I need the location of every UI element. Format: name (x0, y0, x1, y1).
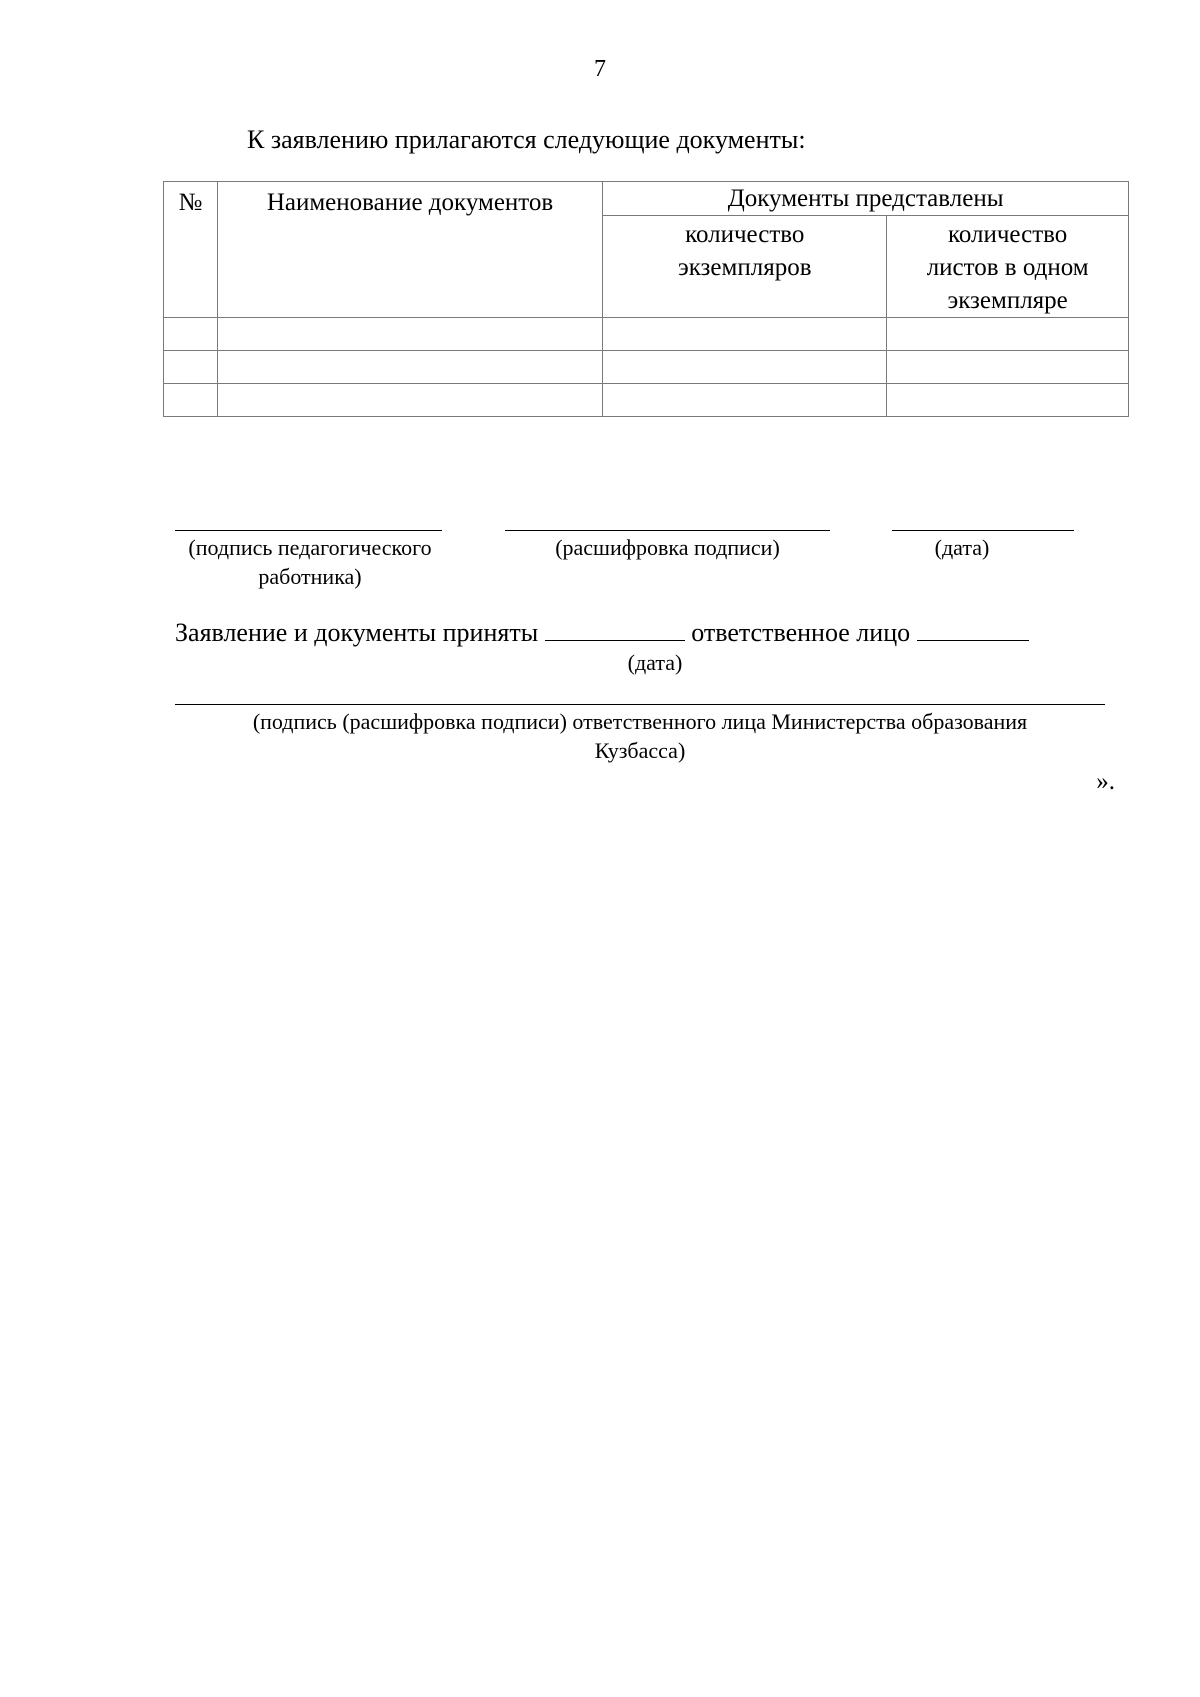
acceptance-text-start: Заявление и документы приняты (175, 618, 539, 647)
responsible-person-blank[interactable] (917, 618, 1029, 641)
cell-name[interactable] (217, 384, 602, 417)
cell-sheets[interactable] (887, 384, 1129, 417)
table-header-row (164, 182, 1129, 216)
cell-name[interactable] (217, 318, 602, 351)
cell-name[interactable] (217, 351, 602, 384)
header-sheets-count (887, 216, 1129, 318)
header-copies-count (603, 216, 887, 318)
header-copies-label: количество экземпляров (678, 221, 812, 281)
official-signature-line[interactable] (175, 704, 1105, 705)
signature-decoding-caption: (расшифровка подписи) (555, 535, 780, 560)
header-number: № (164, 182, 218, 318)
teacher-signature-line[interactable] (175, 530, 442, 531)
cell-sheets[interactable] (887, 318, 1129, 351)
header-documents-submitted: Документы представлены (603, 182, 1129, 216)
cell-number[interactable] (164, 384, 218, 417)
acceptance-date-caption: (дата) (627, 650, 683, 675)
documents-table (163, 181, 1129, 417)
table-row (164, 318, 1129, 351)
acceptance-date-blank[interactable] (545, 618, 685, 641)
header-document-name: Наименование документов (217, 182, 602, 318)
date-line[interactable] (892, 530, 1074, 531)
cell-copies[interactable] (603, 351, 887, 384)
cell-number[interactable] (164, 351, 218, 384)
cell-sheets[interactable] (887, 351, 1129, 384)
official-signature-caption: (подпись (расшифровка подписи) ответственного лица Министерства образования Кузбасса) (252, 709, 1028, 763)
closing-quote-mark: ». (1096, 768, 1115, 795)
acceptance-line (175, 618, 1029, 648)
intro-text: К заявлению прилагаются следующие документы: (247, 125, 806, 154)
header-sheets-label: количество листов в одном экземпляре (926, 221, 1089, 314)
table-row (164, 351, 1129, 384)
page-number: 7 (594, 56, 606, 82)
cell-copies[interactable] (603, 318, 887, 351)
cell-number[interactable] (164, 318, 218, 351)
acceptance-text-middle: ответственное лицо (691, 618, 911, 647)
date-caption: (дата) (934, 535, 990, 560)
teacher-signature-caption: (подпись педагогического работника) (188, 535, 432, 589)
cell-copies[interactable] (603, 384, 887, 417)
signature-decoding-line[interactable] (505, 530, 830, 531)
table-row (164, 384, 1129, 417)
